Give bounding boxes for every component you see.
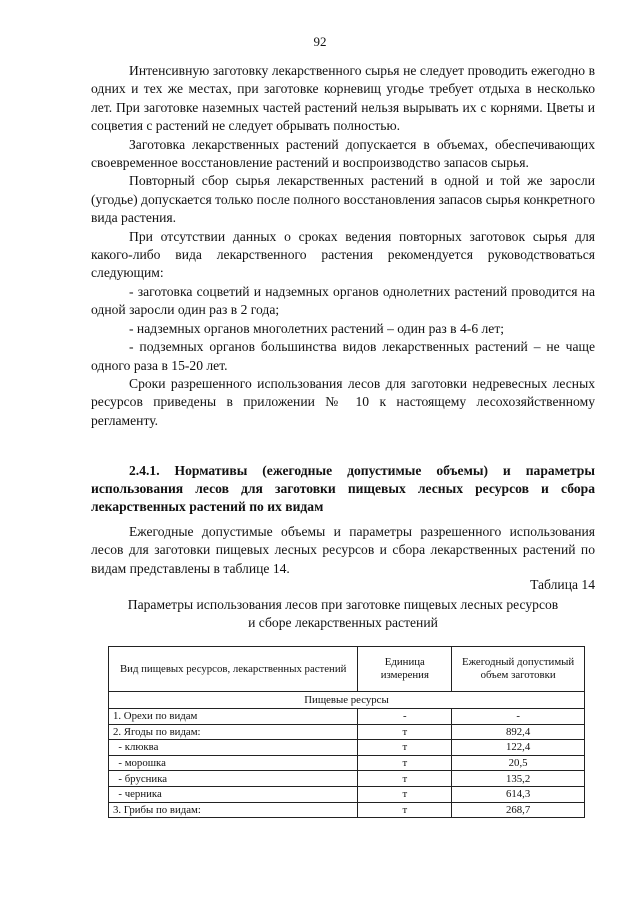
cell-resource: - морошка bbox=[109, 755, 358, 771]
list-item: - заготовка соцветий и надземных органов однолетних растений проводится на одной заросли один раз в 2 года; bbox=[91, 283, 595, 318]
cell-unit: - bbox=[358, 709, 452, 725]
cell-volume: 614,3 bbox=[452, 786, 585, 802]
cell-resource: 1. Орехи по видам bbox=[109, 709, 358, 725]
cell-volume: 135,2 bbox=[452, 771, 585, 787]
table-header-row bbox=[109, 647, 585, 692]
resources-table bbox=[108, 646, 585, 818]
cell-unit: т bbox=[358, 755, 452, 771]
header-unit: Единица измерения bbox=[358, 647, 452, 692]
list-item: - подземных органов большинства видов лекарственных растений – не чаще одного раза в 15-20 лет. bbox=[91, 339, 595, 373]
cell-unit: т bbox=[358, 802, 452, 818]
section-heading: 2.4.1. Нормативы (ежегодные допустимые объемы) и параметры использования лесов для заготовки пищевых лесных ресурсов и сбора лекарственных растений по их видам bbox=[91, 463, 595, 514]
cell-unit: т bbox=[358, 771, 452, 787]
table-row bbox=[109, 709, 585, 725]
cell-resource: - черника bbox=[109, 786, 358, 802]
cell-volume: - bbox=[452, 709, 585, 725]
table-row bbox=[109, 771, 585, 787]
cell-volume: 268,7 bbox=[452, 802, 585, 818]
cell-volume: 892,4 bbox=[452, 724, 585, 740]
table-row bbox=[109, 724, 585, 740]
group-label: Пищевые ресурсы bbox=[109, 692, 585, 709]
table-row bbox=[109, 755, 585, 771]
paragraph: При отсутствии данных о сроках ведения повторных заготовок сырья для какого-либо вида лекарственного растения рекомендуется руководствоваться следующим: bbox=[91, 228, 595, 281]
cell-volume: 20,5 bbox=[452, 755, 585, 771]
cell-unit: т bbox=[358, 724, 452, 740]
cell-resource: 2. Ягоды по видам: bbox=[109, 724, 358, 740]
body-text bbox=[91, 62, 595, 430]
table-row bbox=[109, 802, 585, 818]
header-annual-volume: Ежегодный допустимый объем заготовки bbox=[452, 647, 585, 692]
header-resource-type: Вид пищевых ресурсов, лекарственных растений bbox=[109, 647, 358, 692]
cell-unit: т bbox=[358, 786, 452, 802]
cell-volume: 122,4 bbox=[452, 740, 585, 756]
list-item: - надземных органов многолетних растений – один раз в 4-6 лет; bbox=[129, 320, 505, 336]
cell-resource: - брусника bbox=[109, 771, 358, 787]
table-row bbox=[109, 786, 585, 802]
table-caption-line: и сборе лекарственных растений bbox=[248, 615, 438, 631]
paragraph: Заготовка лекарственных растений допускается в объемах, обеспечивающих своевременное восстановление растений и воспроизводство запасов сырья. bbox=[91, 136, 595, 171]
table-row bbox=[109, 740, 585, 756]
page-number: 92 bbox=[313, 34, 327, 49]
paragraph: Повторный сбор сырья лекарственных растений в одной и той же заросли (угодье) допускается только после полного восстановления запасов сырья конкретного вида растения. bbox=[91, 173, 595, 226]
paragraph: Интенсивную заготовку лекарственного сырья не следует проводить ежегодно в одних и тех же местах, при заготовке корневищ угодье требует отдыха в несколько лет. При заготовке наземных частей растений нельзя вырывать их с корнями. Цветы и соцветия с растений не следует обрывать полностью. bbox=[91, 63, 595, 134]
section-text: Ежегодные допустимые объемы и параметры разрешенного использования лесов для заготовки пищевых лесных ресурсов и сбора лекарственных растений по видам представлены в таблице 14. bbox=[91, 524, 595, 576]
table-label: Таблица 14 bbox=[530, 577, 595, 592]
cell-unit: т bbox=[358, 740, 452, 756]
cell-resource: 3. Грибы по видам: bbox=[109, 802, 358, 818]
table-caption bbox=[91, 596, 595, 633]
cell-resource: - клюква bbox=[109, 740, 358, 756]
table-caption-line: Параметры использования лесов при заготовке пищевых лесных ресурсов bbox=[127, 597, 559, 612]
table-group-row bbox=[109, 692, 585, 709]
paragraph: Сроки разрешенного использования лесов для заготовки недревесных лесных ресурсов приведены в приложении № 10 к настоящему лесохозяйственному регламенту. bbox=[91, 375, 595, 428]
